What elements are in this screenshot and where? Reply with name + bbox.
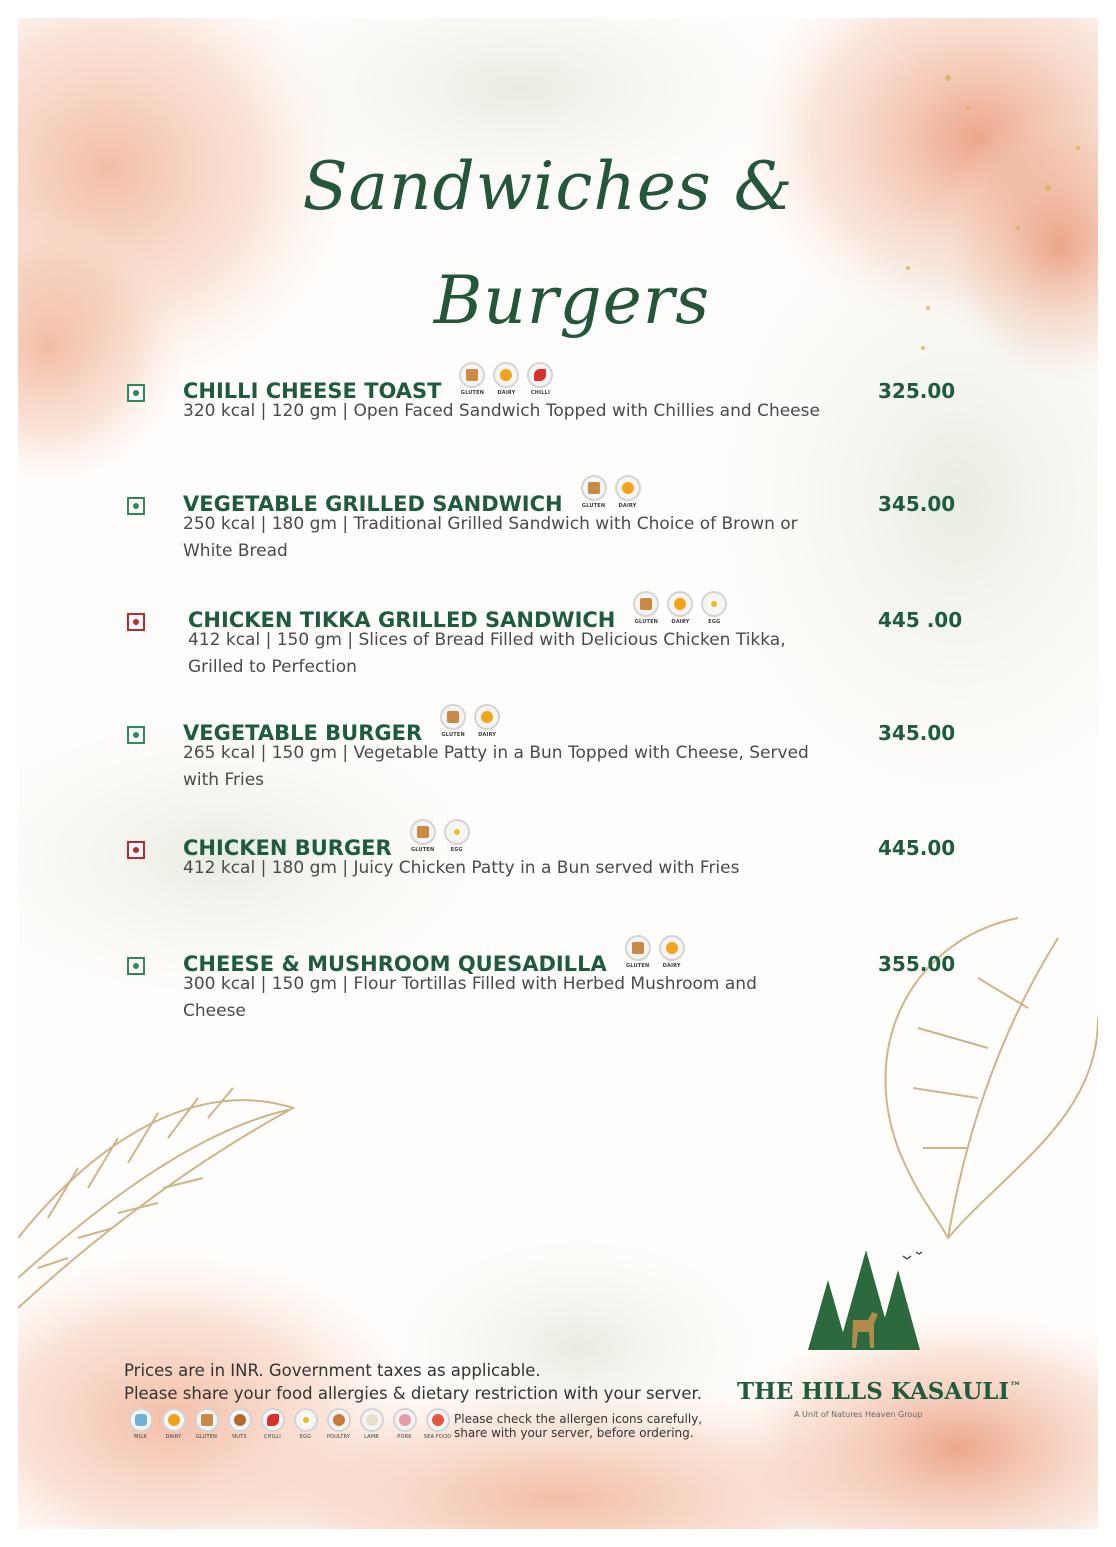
allergen-label: EGG bbox=[708, 619, 721, 625]
milk-icon bbox=[124, 1408, 157, 1448]
poultry-icon bbox=[322, 1408, 355, 1448]
item-description: 412 kcal | 150 gm | Slices of Bread Filled with Delicious Chicken Tikka, Grilled to Perfection bbox=[188, 630, 786, 677]
allergen-label: GLUTEN bbox=[460, 390, 485, 396]
allergen-label: CHILLI bbox=[530, 390, 551, 396]
item-price: 445.00 bbox=[878, 836, 956, 860]
allergen-label: DAIRY bbox=[662, 963, 681, 969]
veg-mark-icon bbox=[127, 497, 145, 515]
chilli-icon bbox=[256, 1408, 289, 1448]
item-name-text: VEGETABLE BURGER bbox=[183, 721, 423, 745]
menu-item bbox=[18, 952, 1098, 1057]
allergen-legend-label: NUTS bbox=[232, 1434, 247, 1440]
item-description: 300 kcal | 150 gm | Flour Tortillas Filled with Herbed Mushroom and Cheese bbox=[183, 974, 757, 1021]
brand-name-text: THE HILLS KASAULI bbox=[737, 1378, 1010, 1405]
veg-mark-icon bbox=[127, 957, 145, 975]
trademark-symbol: ™ bbox=[1009, 1379, 1022, 1394]
item-name-text: CHICKEN TIKKA GRILLED SANDWICH bbox=[188, 608, 616, 632]
non-veg-mark-icon bbox=[127, 841, 145, 859]
item-description: 265 kcal | 150 gm | Vegetable Patty in a Bun Topped with Cheese, Served with Fries bbox=[183, 743, 809, 790]
page-title-line2: Burgers bbox=[433, 262, 711, 339]
brand-name bbox=[737, 1378, 1021, 1405]
seafood-icon bbox=[421, 1408, 454, 1448]
item-price: 325.00 bbox=[878, 379, 956, 403]
allergen-legend-label: EGG bbox=[299, 1434, 312, 1440]
menu-item bbox=[18, 379, 1098, 484]
allergen-label: DAIRY bbox=[478, 732, 497, 738]
allergen-note bbox=[454, 1412, 702, 1440]
egg-icon bbox=[289, 1408, 322, 1448]
menu-item bbox=[18, 492, 1098, 597]
footer-allergy-note: Please share your food allergies & dietary restriction with your server. bbox=[124, 1384, 702, 1403]
allergen-legend-label: LAMB bbox=[364, 1434, 379, 1440]
allergen-legend bbox=[124, 1408, 454, 1448]
menu-page bbox=[18, 18, 1098, 1529]
item-price: 345.00 bbox=[878, 492, 956, 516]
item-name-text: VEGETABLE GRILLED SANDWICH bbox=[183, 492, 563, 516]
item-price: 345.00 bbox=[878, 721, 956, 745]
item-name-text: CHEESE & MUSHROOM QUESADILLA bbox=[183, 952, 607, 976]
item-name-text: CHICKEN BURGER bbox=[183, 836, 392, 860]
allergen-legend-label: PORK bbox=[397, 1434, 412, 1440]
allergen-label: DAIRY bbox=[671, 619, 690, 625]
allergen-note-line2: share with your server, before ordering. bbox=[454, 1426, 694, 1440]
allergen-note-line1: Please check the allergen icons carefully, bbox=[454, 1412, 703, 1426]
allergen-label: DAIRY bbox=[497, 390, 516, 396]
non-veg-mark-icon bbox=[127, 613, 145, 631]
allergen-label: GLUTEN bbox=[626, 963, 650, 969]
allergen-legend-label: GLUTEN bbox=[195, 1434, 218, 1440]
allergen-label: DAIRY bbox=[618, 503, 637, 509]
item-description: 320 kcal | 120 gm | Open Faced Sandwich Topped with Chillies and Cheese bbox=[183, 401, 820, 421]
nuts-icon bbox=[223, 1408, 256, 1448]
lamb-icon bbox=[355, 1408, 388, 1448]
veg-mark-icon bbox=[127, 384, 145, 402]
allergen-label: GLUTEN bbox=[441, 732, 465, 738]
page-title-line1: Sandwiches & bbox=[302, 148, 794, 225]
allergen-label: GLUTEN bbox=[634, 619, 659, 625]
allergen-legend-label: MILK bbox=[134, 1434, 147, 1440]
item-description: 250 kcal | 180 gm | Traditional Grilled Sandwich with Choice of Brown or White Bread bbox=[183, 514, 798, 561]
item-price: 355.00 bbox=[878, 952, 956, 976]
trees-deer-logo-icon bbox=[798, 1250, 938, 1360]
pork-icon bbox=[388, 1408, 421, 1448]
brand-subtitle: A Unit of Natures Heaven Group bbox=[794, 1410, 923, 1419]
allergen-legend-label: POULTRY bbox=[326, 1434, 351, 1440]
menu-item bbox=[18, 836, 1098, 941]
menu-item bbox=[18, 721, 1098, 826]
allergen-legend-label: CHILLI bbox=[264, 1434, 281, 1440]
allergen-label: GLUTEN bbox=[581, 503, 606, 509]
allergen-label: EGG bbox=[450, 847, 463, 853]
veg-mark-icon bbox=[127, 726, 145, 744]
item-name-text: CHILLI CHEESE TOAST bbox=[183, 379, 442, 403]
gluten-icon bbox=[190, 1408, 223, 1448]
allergen-label: GLUTEN bbox=[411, 847, 435, 853]
item-description: 412 kcal | 180 gm | Juicy Chicken Patty in a Bun served with Fries bbox=[183, 858, 740, 878]
menu-item bbox=[18, 608, 1098, 713]
footer-tax-note: Prices are in INR. Government taxes as applicable. bbox=[124, 1361, 541, 1380]
item-price: 445 .00 bbox=[878, 608, 963, 632]
dairy-icon bbox=[157, 1408, 190, 1448]
allergen-legend-label: DAIRY bbox=[165, 1434, 182, 1440]
allergen-legend-label: SEA FOOD bbox=[423, 1434, 452, 1440]
